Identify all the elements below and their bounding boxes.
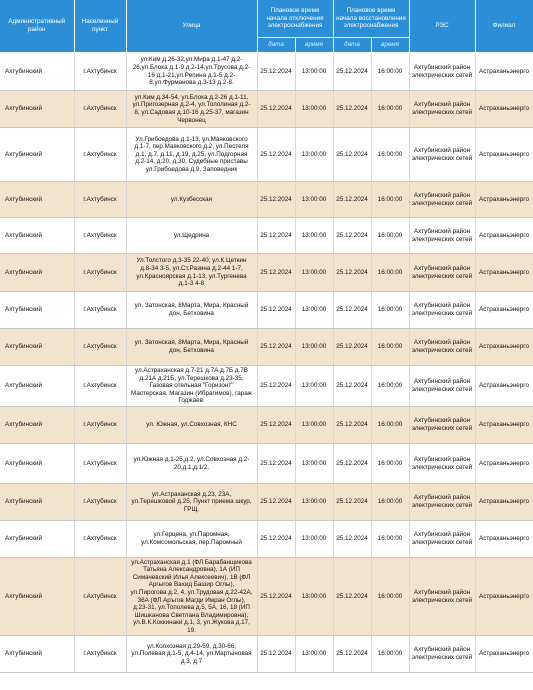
cell-street: ул.Астраханская д.1 (ФЛ Барабанщикова Татьяна Александровна), 1А (ИП Симачевский Илья Алексеевич), 1В (ФЛ Аргыгов Вахид Башир Оглы), ул.Пирогова д.2, 4, ул.Трудовая д.22-42А, 36А (ФЛ Аръгов Магди Имран Оглы), д.23-31, ул.Тополева д.5, 5А, 16, 18 (ИП Шишканова Светлана Владимировна), ул.В.К.Коккинаки д.1, 3, ул.Жукова д.17, 19. — [126, 558, 257, 636]
cell-on-time: 16:00:00 — [371, 329, 409, 366]
cell-on-time: 16:00:00 — [371, 558, 409, 636]
cell-street: ул.Ким д.34-54, ул.Блока д.2-26 д.1-11, ул.Пригозерная д.2-4, ул.Тополиная д.2-8, ул.Садовая д.10-16 д.25-37, магазин Червонец — [126, 91, 257, 128]
cell-branch: Астраханьэнерго — [475, 91, 533, 128]
cell-street: ул.Колхозная д.29-59, д.30-66, ул.Полевая д.1-5, д.4-14, ул.Мартыновая д.3, д.7 — [126, 636, 257, 673]
table-row — [0, 53, 533, 91]
cell-on-date: 25.12.2024 — [333, 636, 371, 673]
cell-street: ул.Астраханская д.23, 23А, ул.Терешковой д.25, Пункт приема шкур, ГРЩ. — [126, 484, 257, 521]
cell-res: Ахтубинский район электрических сетей — [409, 366, 475, 407]
cell-district: Ахтубинский — [0, 182, 74, 218]
cell-res: Ахтубинский район электрических сетей — [409, 636, 475, 673]
cell-street: ул.Ким д.26-32,ул.Мира д.1-47 д.2-26,ул.Блока д.1-9 д.2-14,ул.Трусова д.2-16 д.1-21,ул.Репина д.1-5 д.2-8,ул.Фурманова д.3-13 д.2-8. — [126, 53, 257, 91]
cell-locality: г.Ахтубинск — [74, 407, 126, 444]
cell-off-time: 13:00:00 — [295, 407, 333, 444]
cell-branch: Астраханьэнерго — [475, 254, 533, 292]
cell-branch: Астраханьэнерго — [475, 407, 533, 444]
cell-locality: г.Ахтубинск — [74, 254, 126, 292]
cell-off-date: 25.12.2024 — [257, 254, 295, 292]
cell-on-time: 16:00:00 — [371, 484, 409, 521]
cell-locality: г.Ахтубинск — [74, 182, 126, 218]
header-off-time: Плановое время начала отключения электроснабжения — [257, 0, 333, 38]
cell-res: Ахтубинский район электрических сетей — [409, 91, 475, 128]
table-row — [0, 218, 533, 254]
table-row — [0, 254, 533, 292]
cell-branch: Астраханьэнерго — [475, 182, 533, 218]
cell-res: Ахтубинский район электрических сетей — [409, 407, 475, 444]
header-off-time-sub: время — [295, 38, 333, 53]
cell-locality: г.Ахтубинск — [74, 292, 126, 329]
header-on-time-sub: время — [371, 38, 409, 53]
cell-street: ул. Затонская, 8Марта, Мира, Красный дон, Бетховина — [126, 292, 257, 329]
cell-res: Ахтубинский район электрических сетей — [409, 329, 475, 366]
cell-street: ул.Астраханская д.7-21 д.7А д.7Б д.7В д.21А д.21Б, ул.Терешкова д.23-35, Газовая отельная "Горизонт" Мастерская, Магазин (Ибрагимов), гараж Годжаев. — [126, 366, 257, 407]
cell-locality: г.Ахтубинск — [74, 521, 126, 558]
cell-branch: Астраханьэнерго — [475, 444, 533, 484]
cell-on-date: 25.12.2024 — [333, 53, 371, 91]
cell-locality: г.Ахтубинск — [74, 91, 126, 128]
cell-locality: г.Ахтубинск — [74, 53, 126, 91]
table-row — [0, 128, 533, 182]
cell-branch: Астраханьэнерго — [475, 521, 533, 558]
cell-on-date: 25.12.2024 — [333, 292, 371, 329]
cell-on-time: 16:00:00 — [371, 218, 409, 254]
cell-street: Ул.Грибоедова д.1-13, ул.Маяковского д.1-7, пер.Маяковского д.2, ул.Пестеля д.1, д.7, д.11, д.19, д.25, ул.Подгорная д.2-14, д.20, д.30, Судебные приставы ул.Грибоедова д.9, Заповедник — [126, 128, 257, 182]
cell-district: Ахтубинский — [0, 218, 74, 254]
cell-off-date: 25.12.2024 — [257, 218, 295, 254]
cell-on-time: 16:00:00 — [371, 636, 409, 673]
cell-street: ул. Затонская, 8Марта, Мира, Красный дон, Бетховина — [126, 329, 257, 366]
cell-off-time: 13:00:00 — [295, 292, 333, 329]
cell-off-time: 13:00:00 — [295, 91, 333, 128]
cell-res: Ахтубинский район электрических сетей — [409, 218, 475, 254]
cell-on-time: 16:00:00 — [371, 444, 409, 484]
cell-on-time: 16:00:00 — [371, 254, 409, 292]
cell-branch: Астраханьэнерго — [475, 484, 533, 521]
table-row — [0, 444, 533, 484]
cell-branch: Астраханьэнерго — [475, 218, 533, 254]
cell-on-time: 16:00:00 — [371, 366, 409, 407]
cell-district: Ахтубинский — [0, 444, 74, 484]
header-street: Улица — [126, 0, 257, 53]
cell-off-time: 13:00:00 — [295, 366, 333, 407]
cell-off-time: 13:00:00 — [295, 558, 333, 636]
cell-locality: г.Ахтубинск — [74, 484, 126, 521]
cell-off-time: 13:00:00 — [295, 128, 333, 182]
cell-off-time: 13:00:00 — [295, 182, 333, 218]
header-res: РЭС — [409, 0, 475, 53]
table-row — [0, 329, 533, 366]
cell-off-time: 13:00:00 — [295, 53, 333, 91]
cell-street: ул.Кузбесская — [126, 182, 257, 218]
table-row — [0, 521, 533, 558]
table-body — [0, 53, 533, 673]
cell-district: Ахтубинский — [0, 128, 74, 182]
table-row — [0, 407, 533, 444]
table-row — [0, 91, 533, 128]
cell-off-time: 13:00:00 — [295, 218, 333, 254]
table-row — [0, 558, 533, 636]
cell-off-date: 25.12.2024 — [257, 128, 295, 182]
cell-on-date: 25.12.2024 — [333, 484, 371, 521]
cell-off-time: 13:00:00 — [295, 444, 333, 484]
cell-on-time: 16:00:00 — [371, 292, 409, 329]
cell-locality: г.Ахтубинск — [74, 366, 126, 407]
cell-district: Ахтубинский — [0, 407, 74, 444]
cell-off-date: 25.12.2024 — [257, 521, 295, 558]
cell-off-date: 25.12.2024 — [257, 444, 295, 484]
cell-off-date: 25.12.2024 — [257, 53, 295, 91]
cell-off-time: 13:00:00 — [295, 521, 333, 558]
cell-branch: Астраханьэнерго — [475, 53, 533, 91]
cell-on-date: 25.12.2024 — [333, 444, 371, 484]
cell-branch: Астраханьэнерго — [475, 292, 533, 329]
header-off-date: дата — [257, 38, 295, 53]
header-locality: Населенный пункт — [74, 0, 126, 53]
table-row — [0, 292, 533, 329]
cell-district: Ахтубинский — [0, 254, 74, 292]
cell-locality: г.Ахтубинск — [74, 128, 126, 182]
cell-street: ул.Южная д.1-25,д.2, ул.Совхозная д.2-20,д.1,д.1/2. — [126, 444, 257, 484]
cell-on-date: 25.12.2024 — [333, 521, 371, 558]
cell-on-time: 16:00:00 — [371, 128, 409, 182]
cell-off-time: 13:00:00 — [295, 254, 333, 292]
table-row — [0, 182, 533, 218]
cell-res: Ахтубинский район электрических сетей — [409, 128, 475, 182]
cell-branch: Астраханьэнерго — [475, 329, 533, 366]
cell-street: Ул.Толстого д.3-35 22-40, ул.К.Цеткин д.8-34 3-5, ул.Ст.Разина д.2-44 1-7, ул.Красноярская д.1-13, ул.Тургенева д.1-3 4-8 — [126, 254, 257, 292]
table-row — [0, 636, 533, 673]
cell-street: ул. Южная, ул.Совхозная, КНС — [126, 407, 257, 444]
cell-branch: Астраханьэнерго — [475, 366, 533, 407]
cell-district: Ахтубинский — [0, 329, 74, 366]
header-on-date: дата — [333, 38, 371, 53]
cell-off-time: 13:00:00 — [295, 636, 333, 673]
cell-res: Ахтубинский район электрических сетей — [409, 484, 475, 521]
cell-on-date: 25.12.2024 — [333, 91, 371, 128]
cell-locality: г.Ахтубинск — [74, 329, 126, 366]
cell-off-date: 25.12.2024 — [257, 407, 295, 444]
table-header — [0, 0, 533, 53]
cell-on-date: 25.12.2024 — [333, 182, 371, 218]
cell-on-date: 25.12.2024 — [333, 128, 371, 182]
cell-locality: г.Ахтубинск — [74, 218, 126, 254]
cell-off-time: 13:00:00 — [295, 329, 333, 366]
cell-district: Ахтубинский — [0, 91, 74, 128]
cell-on-date: 25.12.2024 — [333, 254, 371, 292]
cell-off-date: 25.12.2024 — [257, 636, 295, 673]
cell-on-time: 16:00:00 — [371, 182, 409, 218]
cell-off-date: 25.12.2024 — [257, 366, 295, 407]
cell-locality: г.Ахтубинск — [74, 444, 126, 484]
cell-locality: г.Ахтубинск — [74, 636, 126, 673]
cell-on-date: 25.12.2024 — [333, 329, 371, 366]
cell-district: Ахтубинский — [0, 558, 74, 636]
cell-locality: г.Ахтубинск — [74, 558, 126, 636]
cell-on-time: 16:00:00 — [371, 53, 409, 91]
cell-off-time: 13:00:00 — [295, 484, 333, 521]
cell-off-date: 25.12.2024 — [257, 182, 295, 218]
cell-district: Ахтубинский — [0, 53, 74, 91]
cell-district: Ахтубинский — [0, 521, 74, 558]
cell-branch: Астраханьэнерго — [475, 128, 533, 182]
cell-res: Ахтубинский район электрических сетей — [409, 182, 475, 218]
cell-res: Ахтубинский район электрических сетей — [409, 444, 475, 484]
cell-on-time: 16:00:00 — [371, 407, 409, 444]
cell-district: Ахтубинский — [0, 484, 74, 521]
cell-on-date: 25.12.2024 — [333, 218, 371, 254]
cell-district: Ахтубинский — [0, 292, 74, 329]
cell-off-date: 25.12.2024 — [257, 91, 295, 128]
cell-street: ул.Щедрина — [126, 218, 257, 254]
cell-res: Ахтубинский район электрических сетей — [409, 292, 475, 329]
cell-off-date: 25.12.2024 — [257, 329, 295, 366]
cell-branch: Астраханьэнерго — [475, 558, 533, 636]
table-row — [0, 484, 533, 521]
cell-on-time: 16:00:00 — [371, 521, 409, 558]
cell-res: Ахтубинский район электрических сетей — [409, 558, 475, 636]
cell-res: Ахтубинский район электрических сетей — [409, 521, 475, 558]
cell-off-date: 25.12.2024 — [257, 558, 295, 636]
cell-on-date: 25.12.2024 — [333, 558, 371, 636]
cell-res: Ахтубинский район электрических сетей — [409, 254, 475, 292]
cell-off-date: 25.12.2024 — [257, 484, 295, 521]
cell-on-date: 25.12.2024 — [333, 366, 371, 407]
header-branch: Филиал — [475, 0, 533, 53]
header-restore-time: Плановое время начала восстановления электроснабжения — [333, 0, 409, 38]
cell-street: ул.Герцена, ул.Паромная, ул.Комсомольская, пер.Паромный — [126, 521, 257, 558]
cell-district: Ахтубинский — [0, 636, 74, 673]
cell-on-time: 16:00:00 — [371, 91, 409, 128]
cell-off-date: 25.12.2024 — [257, 292, 295, 329]
cell-res: Ахтубинский район электрических сетей — [409, 53, 475, 91]
cell-branch: Астраханьэнерго — [475, 636, 533, 673]
table-row — [0, 366, 533, 407]
cell-district: Ахтубинский — [0, 366, 74, 407]
cell-on-date: 25.12.2024 — [333, 407, 371, 444]
header-district: Административный район — [0, 0, 74, 53]
